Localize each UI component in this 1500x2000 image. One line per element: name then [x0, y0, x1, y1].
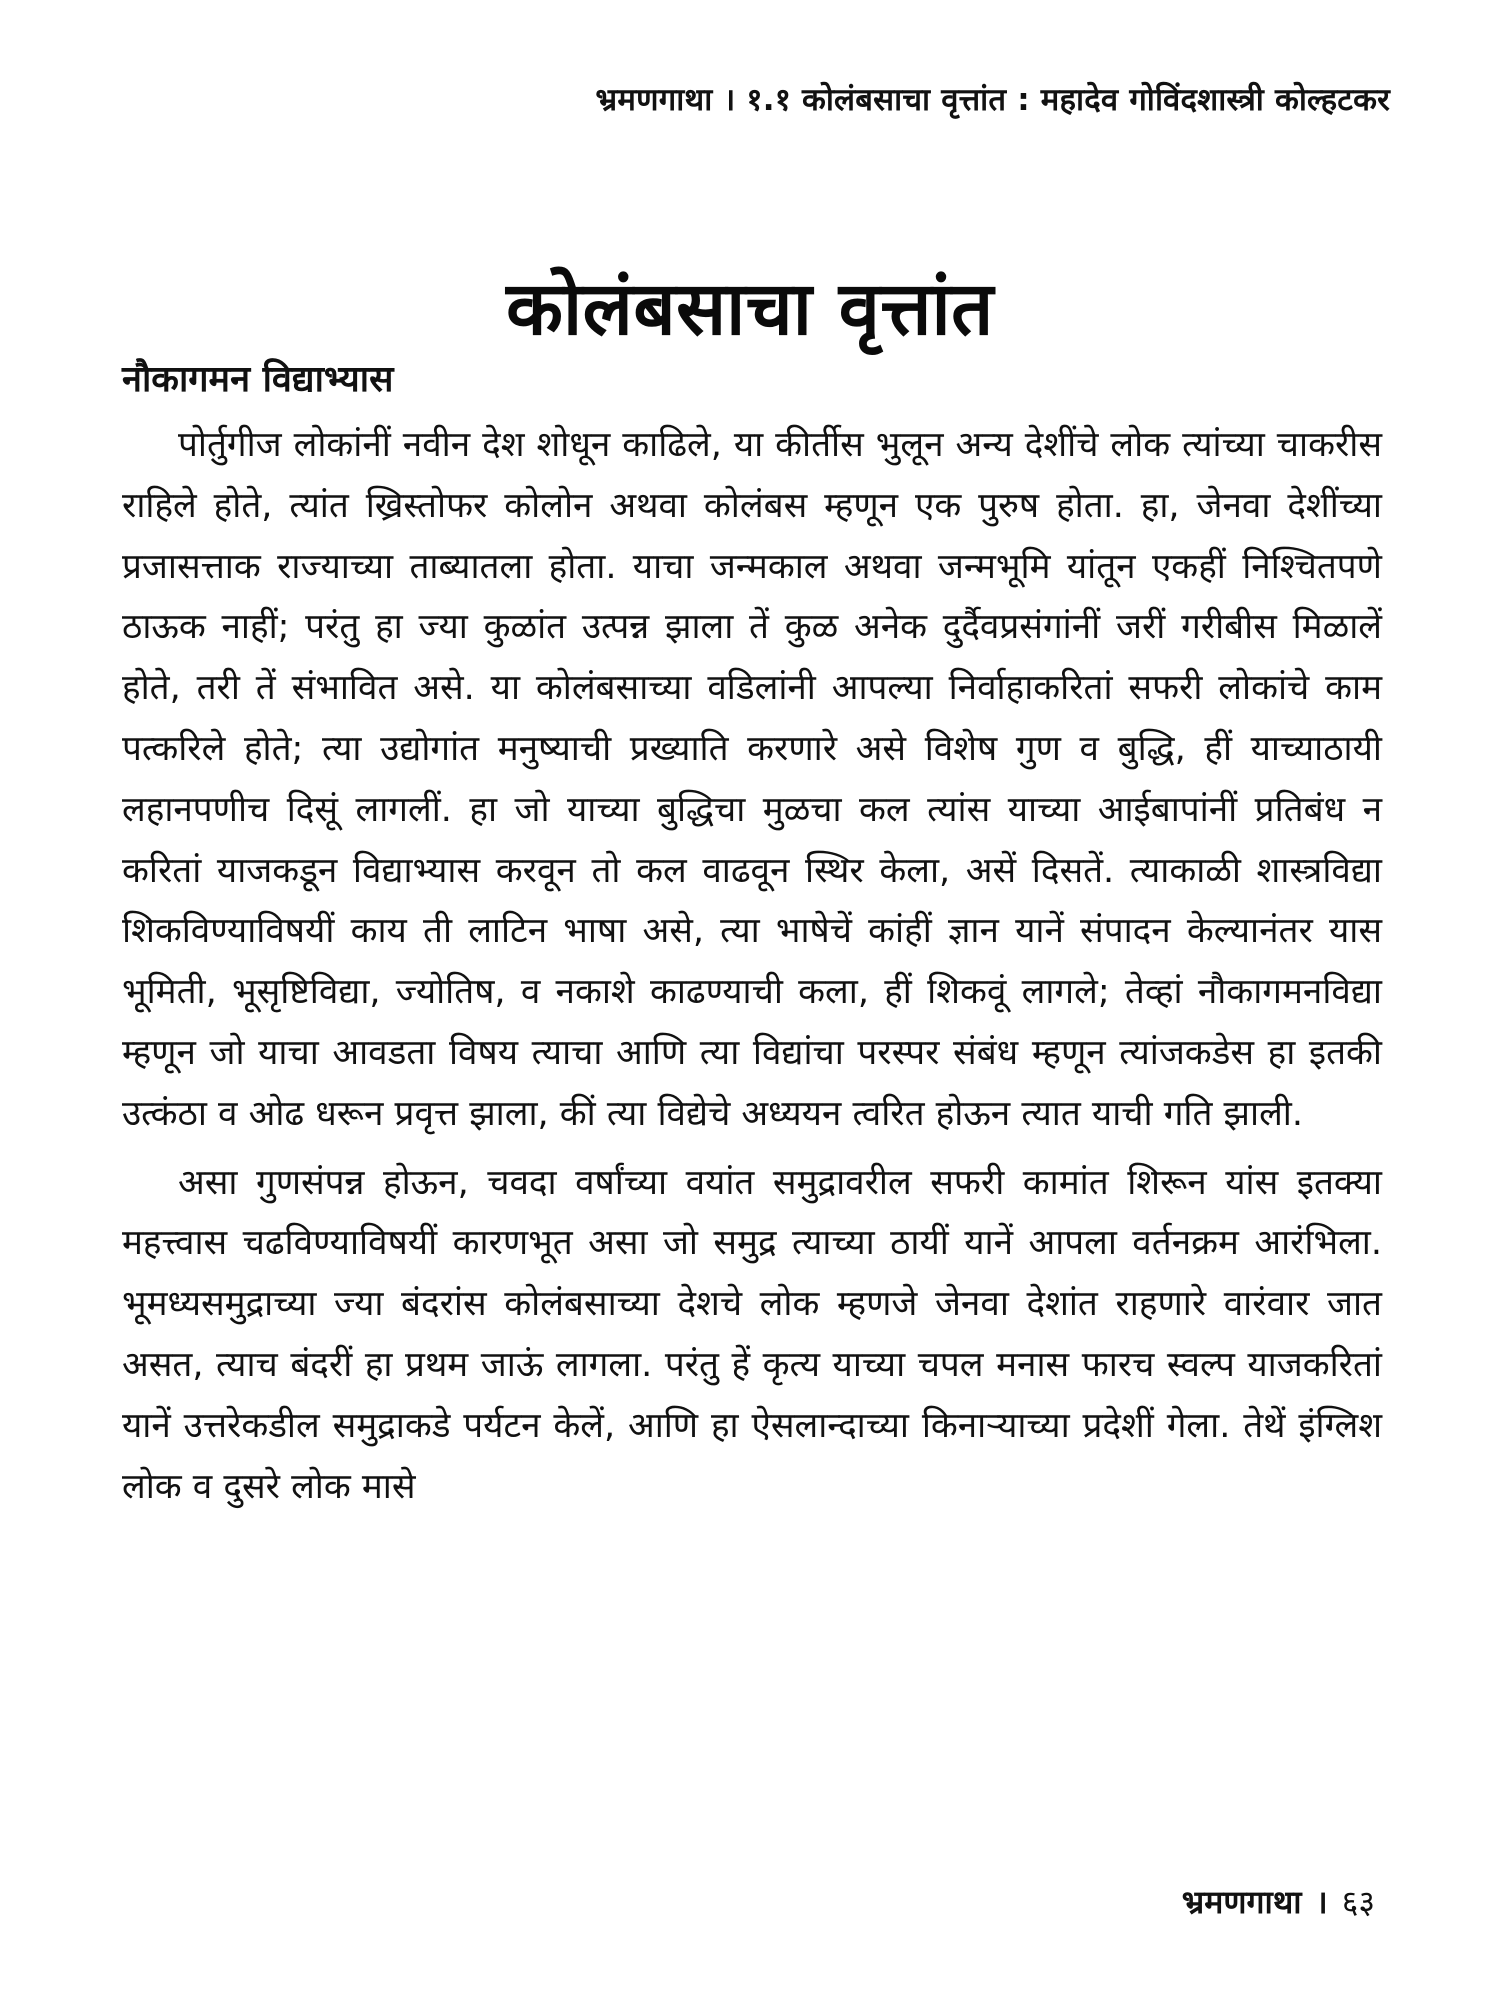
section-heading: नौकागमन विद्याभ्यास: [122, 359, 394, 400]
page-number: ६३: [1341, 1883, 1375, 1921]
footer-book-title: भ्रमणगाथा: [1181, 1883, 1302, 1921]
footer-separator: ।: [1315, 1883, 1328, 1921]
paragraph-2: असा गुणसंपन्न होऊन, चवदा वर्षांच्या वयांत समुद्रावरील सफरी कामांत शिरून यांस इतक्या महत्त्वास चढविण्याविषयीं कारणभूत असा जो समुद्र त्याच्या ठायीं यानें आपला वर्तनक्रम आरंभिला. भूमध्यसमुद्राच्या ज्या बंदरांस कोलंबसाच्या देशचे लोक म्हणजे जेनवा देशांत राहणारे वारंवार जात असत, त्याच बंदरीं हा प्रथम जाऊं लागला. परंतु हें कृत्य याच्या चपल मनास फारच स्वल्प याजकरितां यानें उत्तरेकडील समुद्राकडे पर्यटन केलें, आणि हा ऐसलान्दाच्या किनाऱ्याच्या प्रदेशीं गेला. तेथें इंग्लिश लोक व दुसरे लोक मासे: [122, 1162, 1382, 1507]
page-footer: [1182, 1880, 1375, 1923]
running-header: भ्रमणगाथा । १.१ कोलंबसाचा वृत्तांत : महादेव गोविंदशास्त्री कोल्हटकर: [595, 82, 1390, 118]
chapter-body: [122, 355, 1382, 1525]
paragraph-1: पोर्तुगीज लोकांनीं नवीन देश शोधून काढिले, या कीर्तीस भुलून अन्य देशींचे लोक त्यांच्या चाकरीस राहिले होते, त्यांत ख्रिस्तोफर कोलोन अथवा कोलंबस म्हणून एक पुरुष होता. हा, जेनवा देशींच्या प्रजासत्ताक राज्याच्या ताब्यातला होता. याचा जन्मकाल अथवा जन्मभूमि यांतून एकहीं निश्चितपणे ठाऊक नाहीं; परंतु हा ज्या कुळांत उत्पन्न झाला तें कुळ अनेक दुर्दैवप्रसंगांनीं जरीं गरीबीस मिळालें होते, तरी तें संभावित असे. या कोलंबसाच्या वडिलांनी आपल्या निर्वाहाकरितां सफरी लोकांचे काम पत्करिले होते; त्या उद्योगांत मनुष्याची प्रख्याति करणारे असे विशेष गुण व बुद्धि, हीं याच्याठायी लहानपणीच दिसूं लागलीं. हा जो याच्या बुद्धिचा मुळचा कल त्यांस याच्या आईबापांनीं प्रतिबंध न करितां याजकडून विद्याभ्यास करवून तो कल वाढवून स्थिर केला, असें दिसतें. त्याकाळी शास्त्रविद्या शिकविण्याविषयीं काय ती लाटिन भाषा असे, त्या भाषेचें कांहीं ज्ञान यानें संपादन केल्यानंतर यास भूमिती, भूसृष्टिविद्या, ज्योतिष, व नकाशे काढण्याची कला, हीं शिकवूं लागले; तेव्हां नौकागमनविद्या म्हणून जो याचा आवडता विषय त्याचा आणि त्या विद्यांचा परस्पर संबंध म्हणून त्यांजकडेस हा इतकी उत्कंठा व ओढ धरून प्रवृत्त झाला, कीं त्या विद्येचे अध्ययन त्वरित होऊन त्यात याची गति झाली.: [122, 425, 1382, 1134]
chapter-title: कोलंबसाचा वृत्तांत: [506, 265, 994, 352]
